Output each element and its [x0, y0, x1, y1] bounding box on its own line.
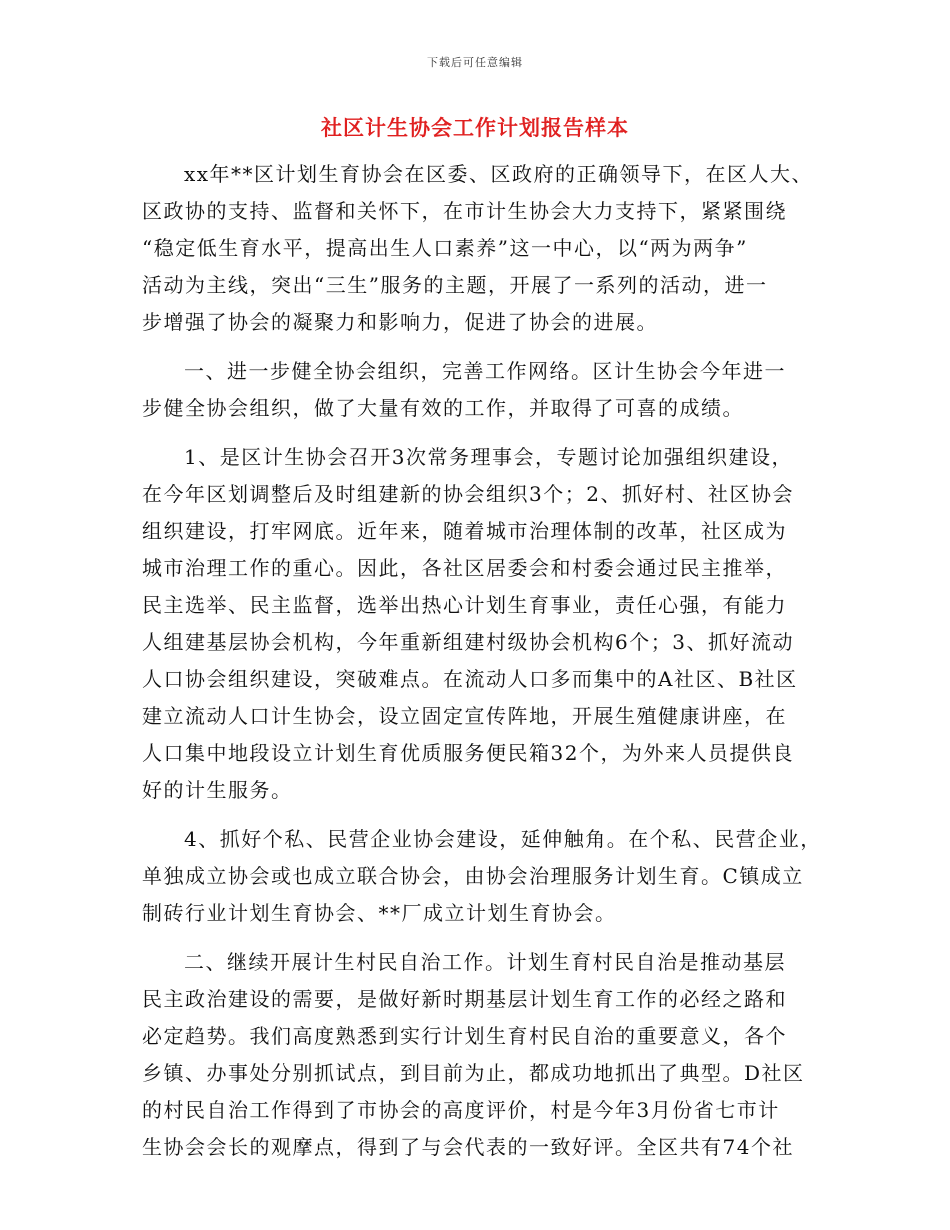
paragraph-line: 一、进一步健全协会组织，完善工作网络。区计生协会今年进一 — [184, 359, 786, 383]
paragraph-line: 民主政治建设的需要，是做好新时期基层计划生育工作的必经之路和 — [142, 987, 787, 1011]
paragraph-line: 制砖行业计划生育协会、**厂成立计划生育协会。 — [142, 901, 617, 925]
paragraph-line: 好的计生服务。 — [142, 778, 293, 802]
paragraph-line: 的村民自治工作得到了市协会的高度评价，村是今年3月份省七市计 — [142, 1098, 780, 1122]
paragraph-line: 人组建基层协会机构，今年重新组建村级协会机构6个；3、抓好流动 — [142, 630, 794, 654]
paragraph-line: 步健全协会组织，做了大量有效的工作，并取得了可喜的成绩。 — [142, 396, 744, 420]
paragraph-line: 活动为主线，突出“三生”服务的主题，开展了一系列的活动，进一 — [142, 273, 768, 297]
paragraph-line: 步增强了协会的凝聚力和影响力，促进了协会的进展。 — [142, 310, 658, 334]
page-header-note: 下载后可任意编辑 — [427, 56, 523, 69]
paragraph-line: 单独成立协会或也成立联合协会，由协会治理服务计划生育。C镇成立 — [142, 864, 804, 888]
paragraph-line: 组织建设，打牢网底。近年来，随着城市治理体制的改革，社区成为 — [142, 519, 787, 543]
document-title: 社区计生协会工作计划报告样本 — [321, 115, 629, 140]
paragraph-line: 必定趋势。我们高度熟悉到实行计划生育村民自治的重要意义，各个 — [142, 1024, 787, 1048]
paragraph-line: 生协会会长的观摩点，得到了与会代表的一致好评。全区共有74个社 — [142, 1135, 794, 1159]
paragraph-line: 二、继续开展计生村民自治工作。计划生育村民自治是推动基层 — [184, 950, 786, 974]
paragraph-line: 民主选举、民主监督，选举出热心计划生育事业，责任心强，有能力 — [142, 593, 787, 617]
paragraph-line: “稳定低生育水平，提高出生人口素养”这一中心，以“两为两争” — [142, 236, 748, 260]
paragraph-line: 乡镇、办事处分别抓试点，到目前为止，都成功地抓出了典型。D社区 — [142, 1061, 805, 1085]
paragraph-line: 人口协会组织建设，突破难点。在流动人口多而集中的A社区、B社区 — [142, 667, 798, 691]
paragraph-line: xx年**区计划生育协会在区委、区政府的正确领导下，在区人大、 — [184, 162, 814, 186]
paragraph-line: 城市治理工作的重心。因此，各社区居委会和村委会通过民主推举， — [142, 556, 787, 580]
paragraph-line: 4、抓好个私、民营企业协会建设，延伸触角。在个私、民营企业， — [184, 827, 822, 851]
paragraph-line: 在今年区划调整后及时组建新的协会组织3个；2、抓好村、社区协会 — [142, 482, 794, 506]
paragraph-line: 建立流动人口计生协会，设立固定宣传阵地，开展生殖健康讲座，在 — [142, 704, 787, 728]
paragraph-line: 1、是区计生协会召开3次常务理事会，专题讨论加强组织建设， — [184, 445, 793, 469]
paragraph-line: 人口集中地段设立计划生育优质服务便民箱32个，为外来人员提供良 — [142, 741, 794, 765]
document-body — [142, 156, 822, 1166]
paragraph-line: 区政协的支持、监督和关怀下，在市计生协会大力支持下，紧紧围绕 — [142, 199, 787, 223]
